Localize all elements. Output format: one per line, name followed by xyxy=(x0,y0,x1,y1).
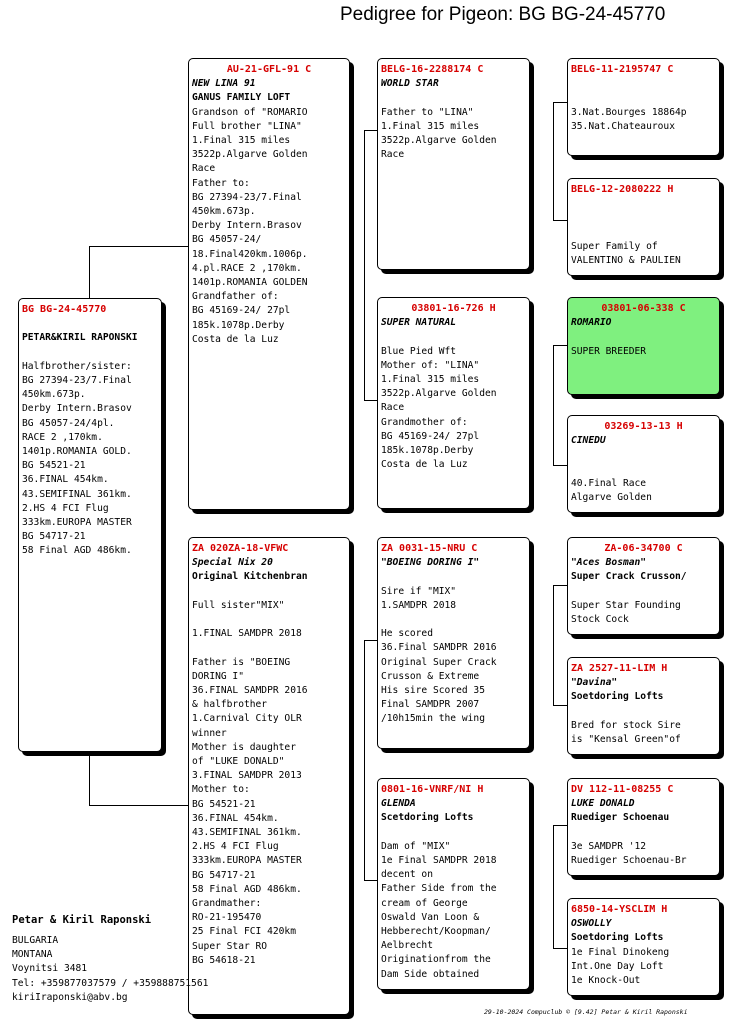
breeder-region: MONTANA xyxy=(12,949,53,961)
note-line xyxy=(571,77,716,91)
note-line: Stock Cock xyxy=(571,614,629,626)
note-line: Sire if "MIX" xyxy=(381,585,457,597)
pigeon-card-paternal-grandfather[interactable] xyxy=(377,58,530,270)
pigeon-card-ggp-ffm[interactable] xyxy=(567,178,720,276)
note-line: Grandson of "ROMARIO xyxy=(192,106,308,118)
note-line: 3e SAMDPR '12 xyxy=(571,840,647,852)
note-line: 43.SEMIFINAL 361km. xyxy=(192,827,302,839)
note-line: 40.Final Race xyxy=(571,477,647,489)
note-line: SUPER BREEDER xyxy=(571,345,647,357)
breeder-country: BULGARIA xyxy=(12,935,59,946)
pedigree-notes xyxy=(381,91,526,162)
note-line xyxy=(571,585,716,599)
ring-number: 03269-13-13 H xyxy=(604,421,683,432)
note-line xyxy=(571,226,716,240)
pigeon-card-ggp-mfm[interactable] xyxy=(567,657,720,755)
note-line: BG 45169-24/ 27pl xyxy=(381,430,480,442)
pigeon-card-mother[interactable] xyxy=(188,537,350,1015)
pigeon-card-ggp-mff[interactable] xyxy=(567,537,720,635)
note-line: Aelbrecht xyxy=(381,940,433,952)
note-line: Int.One Day Loft xyxy=(571,960,664,972)
owner-name: Super Crack Crusson/ xyxy=(571,571,687,583)
note-line: BG 45057-24/ xyxy=(192,234,262,246)
note-line: 1.FINAL SAMDPR 2018 xyxy=(192,628,302,640)
note-line: Father to: xyxy=(192,177,250,189)
connector-line xyxy=(89,246,90,302)
note-line: BG 54521-21 xyxy=(22,460,86,472)
spacer xyxy=(381,330,526,344)
note-line: 43.SEMIFINAL 361km. xyxy=(22,488,132,500)
note-line xyxy=(571,463,716,477)
note-line: BG 27394-23/7.Final xyxy=(22,375,132,386)
connector-line xyxy=(89,805,189,806)
note-line: 3522p.Algarve Golden xyxy=(381,388,497,400)
connector-line xyxy=(553,465,567,466)
note-line: Race xyxy=(192,163,216,175)
connector-line xyxy=(89,752,90,805)
pigeon-card-ggp-fff[interactable] xyxy=(567,58,720,156)
ring-number: DV 112-11-08255 C xyxy=(571,784,674,795)
connector-line xyxy=(553,345,567,346)
note-line xyxy=(571,91,716,105)
note-line: Originationfrom the xyxy=(381,954,491,966)
ring-number: BELG-16-2288174 C xyxy=(381,64,484,75)
connector-line xyxy=(364,130,365,400)
owner-name: Original Kitchenbran xyxy=(192,571,308,583)
pedigree-notes xyxy=(571,585,716,628)
connector-line xyxy=(364,640,377,641)
note-line: of "LUKE DONALD" xyxy=(192,756,285,768)
note-line: Oswald Van Loon & xyxy=(381,911,480,923)
note-line: 1.Carnival City OLR xyxy=(192,713,302,725)
note-line: 1401p.ROMANIA GOLDEN xyxy=(192,277,308,289)
note-line xyxy=(192,585,346,599)
pigeon-name: SUPER NATURAL xyxy=(381,317,457,329)
note-line: He scored xyxy=(381,628,433,640)
pigeon-card-ggp-mmm[interactable] xyxy=(567,898,720,996)
pigeon-name: "Aces Bosman" xyxy=(571,557,647,569)
note-line: 1.Final 315 miles xyxy=(381,374,480,385)
note-line: 3.Nat.Bourges 18864p xyxy=(571,106,687,118)
note-line: 36.FINAL 454km. xyxy=(22,474,109,486)
note-line: RACE 2 ,170km. xyxy=(22,431,103,443)
pedigree-notes xyxy=(381,345,526,473)
ring-number: BELG-11-2195747 C xyxy=(571,64,674,75)
note-line: /10h15min the wing xyxy=(381,713,485,725)
pedigree-notes xyxy=(571,448,716,505)
breeder-phone: Tel: +359877037579 / +359888751561 xyxy=(12,977,209,989)
note-line: Grandmather: xyxy=(192,898,262,910)
note-line: 450km.673p. xyxy=(22,389,86,401)
note-line: Super Star RO xyxy=(192,940,268,952)
note-line: 36.FINAL SAMDPR 2016 xyxy=(192,685,308,697)
pigeon-name: Special Nix 20 xyxy=(192,557,273,569)
note-line: Hebberecht/Koopman/ xyxy=(381,926,491,938)
note-line: BG 45057-24/4pl. xyxy=(22,417,115,429)
note-line xyxy=(571,197,716,211)
note-line: & halfbrother xyxy=(192,699,268,711)
ring-number: ZA 2527-11-LIM H xyxy=(571,663,668,674)
connector-line xyxy=(553,220,567,221)
note-line xyxy=(381,826,526,840)
note-line: 36.FINAL 454km. xyxy=(192,812,279,824)
pigeon-name: NEW LINA 91 xyxy=(192,78,256,90)
connector-line xyxy=(553,825,554,948)
note-line: 185k.1078p.Derby xyxy=(192,319,285,331)
note-line: 1.Final 315 miles xyxy=(192,135,291,147)
note-line: 36.Final SAMDPR 2016 xyxy=(381,642,497,654)
note-line: Costa de la Luz xyxy=(192,333,279,345)
connector-line xyxy=(553,345,554,465)
note-line: 185k.1078p.Derby xyxy=(381,445,474,457)
ring-number: BG BG-24-45770 xyxy=(22,304,107,315)
note-line: Super Family of xyxy=(571,240,658,252)
owner-name: PETAR&KIRIL RAPONSKI xyxy=(22,332,138,344)
note-line: Mother to: xyxy=(192,784,250,796)
note-line: 3522p.Algarve Golden xyxy=(381,135,497,147)
note-line: Costa de la Luz xyxy=(381,459,468,471)
ring-number: ZA 020ZA-18-VFWC xyxy=(192,543,289,554)
pigeon-name: GLENDA xyxy=(381,798,416,810)
note-line xyxy=(571,211,716,225)
pigeon-card-subject[interactable] xyxy=(18,298,162,752)
note-line: 58 Final AGD 486km. xyxy=(22,545,132,557)
connector-line xyxy=(553,102,567,103)
owner-name: Ruediger Schoenau xyxy=(571,812,670,824)
pigeon-card-paternal-grandmother[interactable] xyxy=(377,297,530,509)
breeder-name: Petar & Kiril Raponski xyxy=(12,914,152,926)
note-line: 1.Final 315 miles xyxy=(381,120,480,132)
connector-line xyxy=(364,640,365,880)
note-line: Race xyxy=(381,402,405,414)
note-line xyxy=(381,570,526,584)
note-line: Father to "LINA" xyxy=(381,106,474,118)
note-line: Super Star Founding xyxy=(571,599,681,611)
ring-number: 6850-14-YSCLIM H xyxy=(571,904,668,915)
note-line: 2.HS 4 FCI Flug xyxy=(192,841,279,853)
ring-number: 03801-16-726 H xyxy=(411,303,496,314)
owner-name: Scetdoring Lofts xyxy=(381,812,474,824)
note-line: Mother is daughter xyxy=(192,741,296,753)
note-line: 4.pl.RACE 2 ,170km. xyxy=(192,262,302,274)
note-line: Final SAMDPR 2007 xyxy=(381,699,480,711)
connector-line xyxy=(553,948,567,949)
connector-line xyxy=(553,585,554,705)
print-stamp: 29-10-2024 Compuclub © [9.42] Petar & Kiril Raponski xyxy=(484,1008,688,1016)
note-line: BG 45169-24/ 27pl xyxy=(192,305,291,317)
note-line: BG 27394-23/7.Final xyxy=(192,191,302,203)
note-line: 3.FINAL SAMDPR 2013 xyxy=(192,770,302,782)
breeder-street: Voynitsi 3481 xyxy=(12,963,88,975)
spacer xyxy=(22,317,158,331)
note-line: 1e Final SAMDPR 2018 xyxy=(381,855,497,867)
note-line: His sire Scored 35 xyxy=(381,685,485,697)
note-line: Full brother "LINA" xyxy=(192,120,302,132)
connector-line xyxy=(553,585,567,586)
pigeon-name: OSWOLLY xyxy=(571,918,612,930)
ring-number: ZA-06-34700 C xyxy=(604,543,683,554)
note-line: 58 Final AGD 486km. xyxy=(192,883,302,895)
note-line: Derby Intern.Brasov xyxy=(22,403,132,415)
note-line xyxy=(571,448,716,462)
connector-line xyxy=(364,400,377,401)
pedigree-notes xyxy=(192,106,346,347)
note-line: Race xyxy=(381,149,405,161)
pigeon-card-maternal-grandmother[interactable] xyxy=(377,778,530,990)
note-line: 25 Final FCI 420km xyxy=(192,926,296,938)
owner-name: Soetdoring Lofts xyxy=(571,932,664,944)
note-line xyxy=(381,613,526,627)
pigeon-name: CINEDU xyxy=(571,435,606,447)
note-line: BG 54618-21 xyxy=(192,954,256,966)
note-line: DORING I" xyxy=(192,670,244,682)
pigeon-card-ggp-mmf[interactable] xyxy=(567,778,720,876)
pigeon-name: "Davina" xyxy=(571,677,618,689)
breeder-info xyxy=(12,912,208,1005)
breeder-email[interactable]: kiriIraponski@abv.bg xyxy=(12,991,128,1003)
note-line: Halfbrother/sister: xyxy=(22,360,132,372)
note-line: 333km.EUROPA MASTER xyxy=(192,855,302,867)
pedigree-notes xyxy=(571,197,716,268)
pedigree-notes xyxy=(571,705,716,748)
note-line: Full sister"MIX" xyxy=(192,599,285,611)
note-line: 35.Nat.Chateauroux xyxy=(571,120,675,132)
note-line xyxy=(571,705,716,719)
note-line: BG 54717-21 xyxy=(22,531,86,543)
note-line: Father is "BOEING xyxy=(192,656,291,668)
note-line: 18.Final420km.1006p. xyxy=(192,248,308,260)
pedigree-notes xyxy=(571,77,716,134)
pedigree-notes xyxy=(571,330,716,358)
ring-number: 0801-16-VNRF/NI H xyxy=(381,784,484,795)
connector-line xyxy=(553,102,554,220)
pedigree-notes xyxy=(192,585,346,968)
pigeon-name: LUKE DONALD xyxy=(571,798,635,810)
note-line: Ruediger Schoenau-Br xyxy=(571,855,687,867)
note-line: Mother of: "LINA" xyxy=(381,359,480,371)
note-line: 333km.EUROPA MASTER xyxy=(22,517,132,529)
ring-number: 03801-06-338 C xyxy=(601,303,686,314)
pedigree-notes xyxy=(22,346,158,559)
note-line: Algarve Golden xyxy=(571,492,652,504)
pedigree-notes xyxy=(381,826,526,982)
page-title: Pedigree for Pigeon: BG BG-24-45770 xyxy=(340,4,666,25)
note-line: 2.HS 4 FCI Flug xyxy=(22,502,109,514)
note-line: 3522p.Algarve Golden xyxy=(192,149,308,161)
note-line xyxy=(22,346,158,360)
pedigree-notes xyxy=(381,570,526,726)
note-line: Grandfather of: xyxy=(192,291,279,303)
note-line: 1.SAMDPR 2018 xyxy=(381,599,457,611)
ring-number: BELG-12-2080222 H xyxy=(571,184,674,195)
note-line: RO-21-195470 xyxy=(192,912,262,924)
pigeon-name: WORLD STAR xyxy=(381,78,439,90)
note-line: Blue Pied Wft xyxy=(381,345,457,357)
connector-line xyxy=(364,880,377,881)
note-line: BG 54521-21 xyxy=(192,798,256,810)
ring-number: AU-21-GFL-91 C xyxy=(226,64,312,75)
note-line: Original Super Crack xyxy=(381,656,497,668)
note-line: 1e Final Dinokeng xyxy=(571,946,670,958)
pigeon-card-ggp-fmm[interactable] xyxy=(567,415,720,513)
note-line: 1401p.ROMANIA GOLD. xyxy=(22,446,132,458)
pigeon-card-ggp-fmf[interactable] xyxy=(567,297,720,395)
owner-name: GANUS FAMILY LOFT xyxy=(192,92,291,104)
note-line xyxy=(192,641,346,655)
note-line: 1e Knock-Out xyxy=(571,975,641,987)
ring-number: ZA 0031-15-NRU C xyxy=(381,543,478,554)
connector-line xyxy=(89,246,189,247)
note-line: decent on xyxy=(381,869,433,881)
pigeon-card-maternal-grandfather[interactable] xyxy=(377,537,530,749)
pigeon-name: ROMARIO xyxy=(571,317,612,329)
owner-name: Soetdoring Lofts xyxy=(571,691,664,703)
note-line: Derby Intern.Brasov xyxy=(192,220,302,232)
note-line: Dam Side obtained xyxy=(381,968,480,980)
pedigree-notes xyxy=(571,826,716,869)
note-line xyxy=(381,91,526,105)
note-line: Grandmother of: xyxy=(381,416,468,428)
note-line xyxy=(571,826,716,840)
note-line: Crusson & Extreme xyxy=(381,670,480,682)
note-line: is "Kensal Green"of xyxy=(571,734,681,746)
note-line: BG 54717-21 xyxy=(192,869,256,881)
pedigree-notes xyxy=(571,946,716,989)
connector-line xyxy=(553,705,567,706)
note-line: cream of George xyxy=(381,897,468,909)
note-line xyxy=(571,330,716,344)
connector-line xyxy=(364,130,377,131)
note-line: Dam of "MIX" xyxy=(381,840,451,852)
note-line: Bred for stock Sire xyxy=(571,719,681,731)
pigeon-name: "BOEING DORING I" xyxy=(381,557,480,569)
connector-line xyxy=(553,825,567,826)
note-line: VALENTINO & PAULIEN xyxy=(571,255,681,267)
note-line: 450km.673p. xyxy=(192,206,256,218)
pigeon-card-father[interactable] xyxy=(188,58,350,510)
note-line: Father Side from the xyxy=(381,883,497,895)
note-line xyxy=(192,613,346,627)
note-line: winner xyxy=(192,727,227,739)
